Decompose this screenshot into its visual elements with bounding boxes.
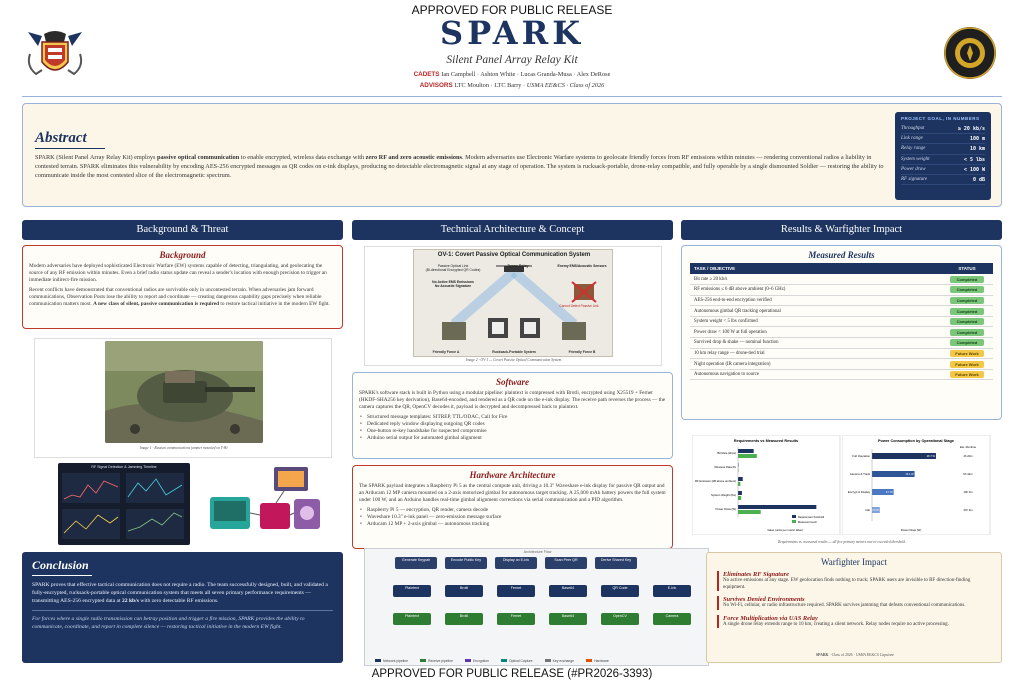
impact-item [717,615,991,629]
jammer-photo [105,341,263,443]
architecture-flow-diagram [364,548,709,666]
ov1-friendly-b: Friendly Force B [568,350,596,354]
results-charts [692,435,992,547]
status-badge: Completed [950,286,984,293]
chart-title: Requirements vs Measured Results [733,439,799,443]
table-row [690,285,993,296]
flow-legend-item: Receive pipeline [420,659,453,663]
software-paragraph: SPARK's software stack is built in Python using a modular pipeline: plaintext is compressed with Brotli, encrypted using X25519 + Fernet (HKDF-SHA256 key derivation), Base64-encoded, and rendered as a QR code on the e-ink display. The receive path reverses the process — the camera captures the QR, OpenCV decodes it, payload is decrypted and decompressed back to plaintext. [359,390,666,410]
status-badge: Completed [950,318,984,325]
top-release-banner: APPROVED FOR PUBLIC RELEASE [411,3,613,17]
background-title: Background [159,250,206,260]
background-paragraph-1: Modern adversaries have deployed sophisticated Electronic Warfare (EW) systems capable of detecting, triangulating, and geolocating the source of any RF emission within minutes. Even a brief radio status update can reveal a sender's location with enough precision to trigger an immediate indirect-fire mission. [29,263,327,283]
warfighter-impact-panel [706,552,1002,663]
advisors-label: ADVISORS [419,82,453,89]
project-goal-title: PROJECT GOAL, IN NUMBERS [901,116,980,121]
goal-row [901,155,985,165]
table-row [690,338,993,349]
bullet-item: • Waveshare 10.3" e-ink panel — zero-emission message surface [359,514,666,521]
status-cell [941,295,993,306]
conclusion-italic: For forces where a single radio transmission can betray position and trigger a fire mission, SPARK provides the ability to communicate, coordinate, and report in complete silence — restoring tactical initiative in the modern EW fight. [32,616,305,631]
ov1-friendly-a: Friendly Force A [432,350,460,354]
task-cell: Autonomous gimbal QR tracking operational [690,306,941,317]
chart-background [842,435,990,535]
abstract-underline [35,148,105,149]
bar [738,449,754,453]
runtime-label: 6h 32m [963,472,973,477]
flow-receive-step: Brotli [445,613,483,625]
impact-text: A single drone relay extends range to 10 km, creating a silent network. Relay nodes require no active processing. [723,621,949,627]
table-row [690,348,993,359]
impact-footer: SPARK · Class of 2026 · USMA EE&CS Capstone [815,653,895,657]
flow-key-step: Display on E-Ink [495,557,537,569]
table-row [690,369,993,380]
bullet-item: • Arducam 12 MP + 2-axis gimbal — autonomous tracking [359,521,666,528]
abstract-title: Abstract [35,130,87,146]
table-row [690,274,993,285]
flow-legend-item: Optical Capture [501,659,533,663]
measured-results-table [690,263,993,380]
hardware-paragraph: The SPARK payload integrates a Raspberry Pi 5 as the central compute unit, driving a 10.3" Waveshare e-ink display for passive QR output and an Arducam 12 MP camera mounted on a 2-axis motorized gimbal for autonomous target tracking. A 25,000 mAh battery powers the full system under 100 W, and an Arduino handles real-time gimbal alignment corrections via serial communication and a PID algorithm. [359,483,666,503]
goal-key: System weight [901,156,930,162]
impact-heading: Force Multiplication via UAS Relay [723,614,818,622]
software-title: Software [495,377,529,387]
bullet-item: • Structured message templates: SITREP, TTL/ODAC, Call for Fire [359,414,666,421]
charts-caption: Requirements vs. measured results — all five primary metrics met or exceeded threshold. [778,540,906,544]
table-row [690,327,993,338]
table-row [690,316,993,327]
bar [738,491,742,495]
flow-receive-step: Camera [653,613,691,625]
measured-results-panel [681,245,1002,420]
bullet-item: • Dedicated reply window displaying outgoing QR codes [359,421,666,428]
bar [738,496,741,500]
category-label: System Weight (lbs) [711,493,736,497]
legend-label: Requirement threshold [798,516,825,519]
software-panel [352,372,673,459]
section-header-results: Results & Warfighter Impact [681,220,1002,240]
flow-send-step: Plaintext [393,585,431,597]
impact-item [717,571,991,591]
impact-list [717,571,991,628]
goal-value: 0 dB [972,176,985,183]
bullet-item: • One-button re-key handshake for suspected compromise [359,428,666,435]
category-label: Bit Rate (kbps) [717,451,736,455]
project-goal-list [901,124,985,185]
chart-background [692,435,840,535]
impact-text: No active emissions at any stage. EW geolocation finds nothing to track; SPARK users are invisible to RF direction-finding equipment. [723,578,971,590]
flow-key-step: Scan Peer QR [545,557,587,569]
category-label: RF Emission (dB above ambient) [694,479,736,483]
conclusion-title: Conclusion [32,558,89,572]
jammer-caption: Image 1 - Russian communications jammer mounted on T-80. [139,446,229,450]
goal-value: 10 km [969,146,985,153]
department: USMA EE&CS · Class of 2026 [526,82,605,89]
flow-key-step: Generate Keypair [395,557,437,569]
measured-results-title: Measured Results [808,250,875,260]
runtime-label: 37h 0m [963,508,973,513]
project-goal-box [895,112,991,200]
bar-value-label: 3.5 W [872,509,879,513]
goal-value: < 100 W [963,166,985,173]
x-axis-label: Value (units per metric label) [767,528,803,532]
goal-key: Power draw [901,166,926,172]
runtime-label: 13h 0m [963,490,973,495]
legend-swatch [465,659,471,662]
impact-title: Warfighter Impact [821,557,887,567]
ov1-cannot-detect-label: Cannot Detect Passive Link [559,304,599,308]
flow-key-step: Derive Shared Key [595,557,637,569]
hardware-panel [352,465,673,549]
legend-swatch [420,659,426,662]
legend-swatch [375,659,381,662]
task-cell: RF emissions ≤ 6 dB above ambient (0–6 GHz) [690,285,941,296]
power-consumption-chart [842,435,992,535]
bottom-release-banner: APPROVED FOR PUBLIC RELEASE (#PR2026-3393) [371,668,653,680]
task-cell: AES-256 end-to-end encryption verified [690,295,941,306]
legend-swatch [792,520,796,523]
bar [738,510,761,514]
flow-key-step: Encode Public Key [445,557,487,569]
category-label: Wireless Data Rx [714,465,736,469]
bar [738,505,816,509]
flow-send-step: Fernet [497,585,535,597]
impact-heading: Eliminates RF Signature [723,571,789,578]
rf-timeline-chart [58,463,190,545]
advisors-line [0,82,1024,89]
goal-value: 100 m [969,136,985,143]
table-row [690,306,993,317]
rf-timeline-title: RF Signal Detection & Jamming Timeline [91,465,157,469]
flow-legend-item: Network pipeline [375,659,408,663]
impact-item [717,596,991,610]
section-header-background: Background & Threat [22,220,343,240]
task-cell: Survived drop & shake — nominal function [690,338,941,349]
hardware-bullet-list [359,507,666,528]
poster-title: SPARK [439,14,585,52]
category-label: Idle [865,508,870,512]
task-cell: 10 km relay range — drone-tied trial [690,348,941,359]
bar-value-label: 19.1 W [905,473,914,477]
ov1-caption: Image 2 - OV-1 — Covert Passive Optical Communication System. [465,358,563,362]
background-panel [22,245,343,329]
hardware-title: Hardware Architecture [469,470,556,480]
flow-top-label: Architecture Flow [523,550,552,554]
status-badge: Completed [950,308,984,315]
ov1-optical-link-label: Passive Optical Link (Bi-directional Encrypted QR Codes) [425,264,481,272]
status-cell [941,285,993,296]
task-cell: Power draw < 100 W at full operation [690,327,941,338]
category-label: Full Operation [852,454,870,458]
abstract-panel [22,103,1002,207]
chart-title: Power Consumption by Operational Stage [878,439,954,443]
status-badge: Future Work [950,371,984,378]
goal-value: < 5 lbs [963,156,985,163]
legend-swatch [545,659,551,662]
flow-legend [375,659,705,663]
bar [738,454,757,458]
conclusion-underline [32,575,92,576]
ov1-drone-label: Drone Relay [507,264,529,268]
flow-receive-step: OpenCV [601,613,639,625]
side-header: Est. Runtime [959,445,977,449]
status-cell [941,369,993,380]
goal-row [901,175,985,185]
table-row [690,359,993,370]
goal-key: Link range [901,136,923,142]
goal-key: Relay range [901,146,926,152]
status-badge: Completed [950,297,984,304]
goal-row [901,124,985,134]
task-cell: Night operation (IR camera integration) [690,359,941,370]
status-badge: Future Work [950,361,984,368]
ov1-diagram [413,249,613,357]
software-bullet-list [359,414,666,442]
category-label: Encrypt & Display [847,490,870,494]
runtime-label: 4h 20m [963,454,973,459]
status-column-header: STATUS [941,263,993,274]
conclusion-divider [32,610,333,611]
task-cell: Autonomous navigation to source [690,369,941,380]
goal-key: RF signature [901,176,928,182]
legend-label: Measured result [798,521,817,524]
ov1-ruck-label: Rucksack-Portable System [492,350,536,354]
figure-rf-timeline [34,463,332,545]
flow-send-step: Brotli [445,585,483,597]
flow-receive-step: Plaintext [393,613,431,625]
figure-jammer [34,338,332,458]
bullet-item: • Arduino serial output for automated gimbal alignment [359,435,666,442]
status-badge: Completed [950,329,984,336]
flow-send-step: E-Ink [653,585,691,597]
bar [738,477,743,481]
goal-row [901,144,985,154]
task-cell: Bit rate ≥ 20 kb/s [690,274,941,285]
flow-send-step: QR Code [601,585,639,597]
legend-swatch [501,659,507,662]
goal-key: Throughput [901,126,925,131]
impact-heading: Survives Denied Environments [723,596,805,604]
advisors-names: LTC Moulton · LTC Barry · [454,82,527,89]
table-row [690,295,993,306]
goal-row [901,134,985,144]
status-cell [941,316,993,327]
flow-receive-step: Fernet [497,613,535,625]
cadets-line [0,71,1024,78]
impact-text: No Wi-Fi, cellular, or radio infrastructure required. SPARK survives jamming that defeats conventional communications. [723,603,966,609]
task-cell: System weight < 5 lbs confirmed [690,316,941,327]
conclusion-panel [22,552,343,663]
status-cell [941,348,993,359]
requirements-vs-measured-chart [692,435,842,535]
bar-value-label: 28.7 W [926,455,935,459]
cadets-names: Ian Campbell · Ashton White · Lucas Granda-Musa · Alex DeRose [441,71,611,78]
flow-legend-item: Encryption [465,659,489,663]
conclusion-paragraph: SPARK proves that effective tactical communication does not require a radio. The team successfully designed, built, and validated a fully-encrypted, rucksack-portable optical communication system that meets all seven primary performance requirements — transmitting AES-256 encrypted data at 22 kb/s with zero detectable RF emissions. [32,582,328,604]
figure-ov1 [364,246,662,366]
ov1-title: OV-1: Covert Passive Optical Communication System [437,252,591,258]
header-divider [22,96,1002,97]
ov1-enemy-label: Enemy EMS/Acoustic Sensors [557,264,607,268]
status-badge: Future Work [950,350,984,357]
ov1-no-emissions-label: No Active EMS Emissions No Acoustic Signature [432,280,474,288]
bar-value-label: 9.7 W [885,491,893,495]
hardware-illustration [204,463,324,543]
legend-swatch [586,659,592,662]
task-column-header: TASK / OBJECTIVE [690,263,941,274]
x-axis-label: Power Draw (W) [900,528,922,532]
cadets-label: CADETS [413,71,440,78]
category-label: Power Draw (W) [715,507,736,511]
status-cell [941,327,993,338]
status-cell [941,359,993,370]
goal-value: ≥ 20 kb/s [957,126,985,132]
status-cell [941,338,993,349]
status-badge: Completed [950,276,984,283]
goal-row [901,165,985,175]
section-header-architecture: Technical Architecture & Concept [352,220,673,240]
flow-send-step: Base64 [549,585,587,597]
poster-subtitle: Silent Panel Array Relay Kit [446,54,578,66]
legend-swatch [792,515,796,518]
background-paragraph-2: Recent conflicts have demonstrated that conventional radios are survivable only in uncontested terrain. When adversaries jam forward communications, Observation Posts lose the ability to report and coordinate — creating dangerous capability gaps precisely when reliable communication matters most. A new class of silent, passive communication is required to restore tactical initiative in the modern EW fight. [29,287,330,307]
flow-legend-item: Key exchange [545,659,575,663]
status-cell [941,274,993,285]
category-label: Camera & Track [849,472,870,476]
status-badge: Completed [950,339,984,346]
abstract-text: SPARK (Silent Panel Array Relay Kit) employs passive optical communication to enable encrypted, wireless data exchange with zero RF and zero acoustic emissions. Modern adversaries use Electronic Warfare systems to geolocate friendly forces from RF emissions within minutes — rendering conventional radios a liability in contested terrain. SPARK eliminates this vulnerability by encoding AES-256 encrypted messages as QR codes on e-ink displays, producing no detectable electromagnetic signal at any stage of operation. The system is rucksack-portable, drone-relay compatible, and fully operable by a single dismounted Soldier — restoring the ability to communicate inside the most contested slice of the electromagnetic spectrum. [35,154,884,179]
bar [738,482,740,486]
flow-legend-item: Hardware [586,659,609,663]
flow-receive-step: Base64 [549,613,587,625]
status-cell [941,306,993,317]
bullet-item: • Raspberry Pi 5 — encryption, QR render, camera decode [359,507,666,514]
